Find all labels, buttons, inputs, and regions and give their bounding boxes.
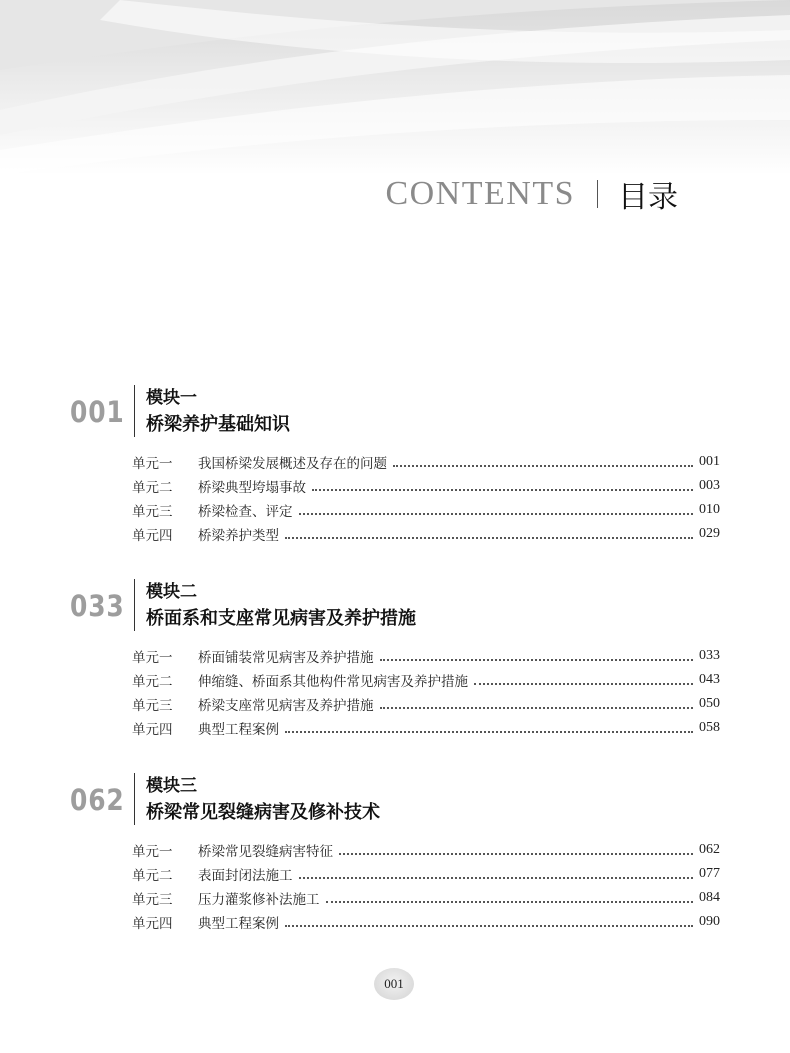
unit-number: 单元四 (132, 916, 173, 932)
module-label: 模块一 (146, 388, 197, 408)
leader-dots (285, 536, 693, 539)
unit-page: 062 (699, 842, 720, 857)
leader-dots (326, 900, 694, 903)
unit-number: 单元二 (132, 674, 173, 690)
unit-number: 单元四 (132, 722, 173, 738)
unit-title: 我国桥梁发展概述及存在的问题 (198, 456, 387, 472)
contents-title-en: CONTENTS (385, 175, 575, 212)
module-page-number: 062 (70, 783, 125, 817)
unit-number: 单元三 (132, 698, 173, 714)
header-divider (597, 180, 598, 208)
unit-page: 084 (699, 890, 720, 905)
unit-page: 077 (699, 866, 720, 881)
leader-dots (299, 512, 694, 515)
unit-title: 典型工程案例 (198, 916, 279, 932)
unit-number: 单元三 (132, 892, 173, 908)
module-page-number: 001 (70, 395, 125, 429)
unit-title: 桥面铺装常见病害及养护措施 (198, 650, 374, 666)
page-number-badge (374, 968, 414, 1000)
toc-entry[interactable] (132, 669, 720, 691)
unit-number: 单元二 (132, 480, 173, 496)
unit-page: 050 (699, 696, 720, 711)
unit-title: 典型工程案例 (198, 722, 279, 738)
contents-title-zh: 目录 (618, 180, 678, 215)
unit-title: 桥梁典型垮塌事故 (198, 480, 306, 496)
unit-number: 单元一 (132, 844, 173, 860)
unit-page: 058 (699, 720, 720, 735)
unit-page: 033 (699, 648, 720, 663)
unit-page: 010 (699, 502, 720, 517)
module-title: 桥面系和支座常见病害及养护措施 (146, 608, 416, 629)
leader-dots (380, 706, 694, 709)
unit-page: 043 (699, 672, 720, 687)
unit-number: 单元二 (132, 868, 173, 884)
unit-page: 003 (699, 478, 720, 493)
module-3 (0, 771, 790, 932)
leader-dots (393, 464, 693, 467)
unit-page: 029 (699, 526, 720, 541)
toc-entry[interactable] (132, 475, 720, 497)
toc-entry[interactable] (132, 863, 720, 885)
module-divider (134, 385, 135, 437)
module-title: 桥梁养护基础知识 (146, 414, 290, 435)
toc-entry[interactable] (132, 887, 720, 909)
contents-header (385, 172, 678, 216)
leader-dots (312, 488, 693, 491)
header-background (0, 0, 790, 175)
unit-title: 桥梁支座常见病害及养护措施 (198, 698, 374, 714)
unit-page: 090 (699, 914, 720, 929)
module-label: 模块二 (146, 582, 197, 602)
page-number: 001 (384, 976, 404, 991)
leader-dots (285, 924, 693, 927)
toc-entry[interactable] (132, 523, 720, 545)
module-divider (134, 579, 135, 631)
module-divider (134, 773, 135, 825)
unit-title: 桥梁常见裂缝病害特征 (198, 844, 333, 860)
leader-dots (285, 730, 693, 733)
unit-number: 单元一 (132, 456, 173, 472)
module-label: 模块三 (146, 776, 197, 796)
unit-number: 单元一 (132, 650, 173, 666)
leader-dots (299, 876, 694, 879)
unit-title: 表面封闭法施工 (198, 868, 293, 884)
toc-entry[interactable] (132, 645, 720, 667)
unit-title: 桥梁检查、评定 (198, 504, 293, 520)
toc-entry[interactable] (132, 911, 720, 933)
toc-entry[interactable] (132, 839, 720, 861)
leader-dots (380, 658, 694, 661)
toc-entry[interactable] (132, 451, 720, 473)
leader-dots (474, 682, 693, 685)
toc-entry[interactable] (132, 499, 720, 521)
unit-title: 桥梁养护类型 (198, 528, 279, 544)
module-title: 桥梁常见裂缝病害及修补技术 (146, 802, 380, 823)
unit-number: 单元三 (132, 504, 173, 520)
module-1 (0, 383, 790, 544)
module-2 (0, 577, 790, 738)
unit-number: 单元四 (132, 528, 173, 544)
unit-title: 伸缩缝、桥面系其他构件常见病害及养护措施 (198, 674, 468, 690)
module-page-number: 033 (70, 589, 125, 623)
unit-title: 压力灌浆修补法施工 (198, 892, 320, 908)
leader-dots (339, 852, 693, 855)
toc-entry[interactable] (132, 717, 720, 739)
unit-page: 001 (699, 454, 720, 469)
toc-entry[interactable] (132, 693, 720, 715)
